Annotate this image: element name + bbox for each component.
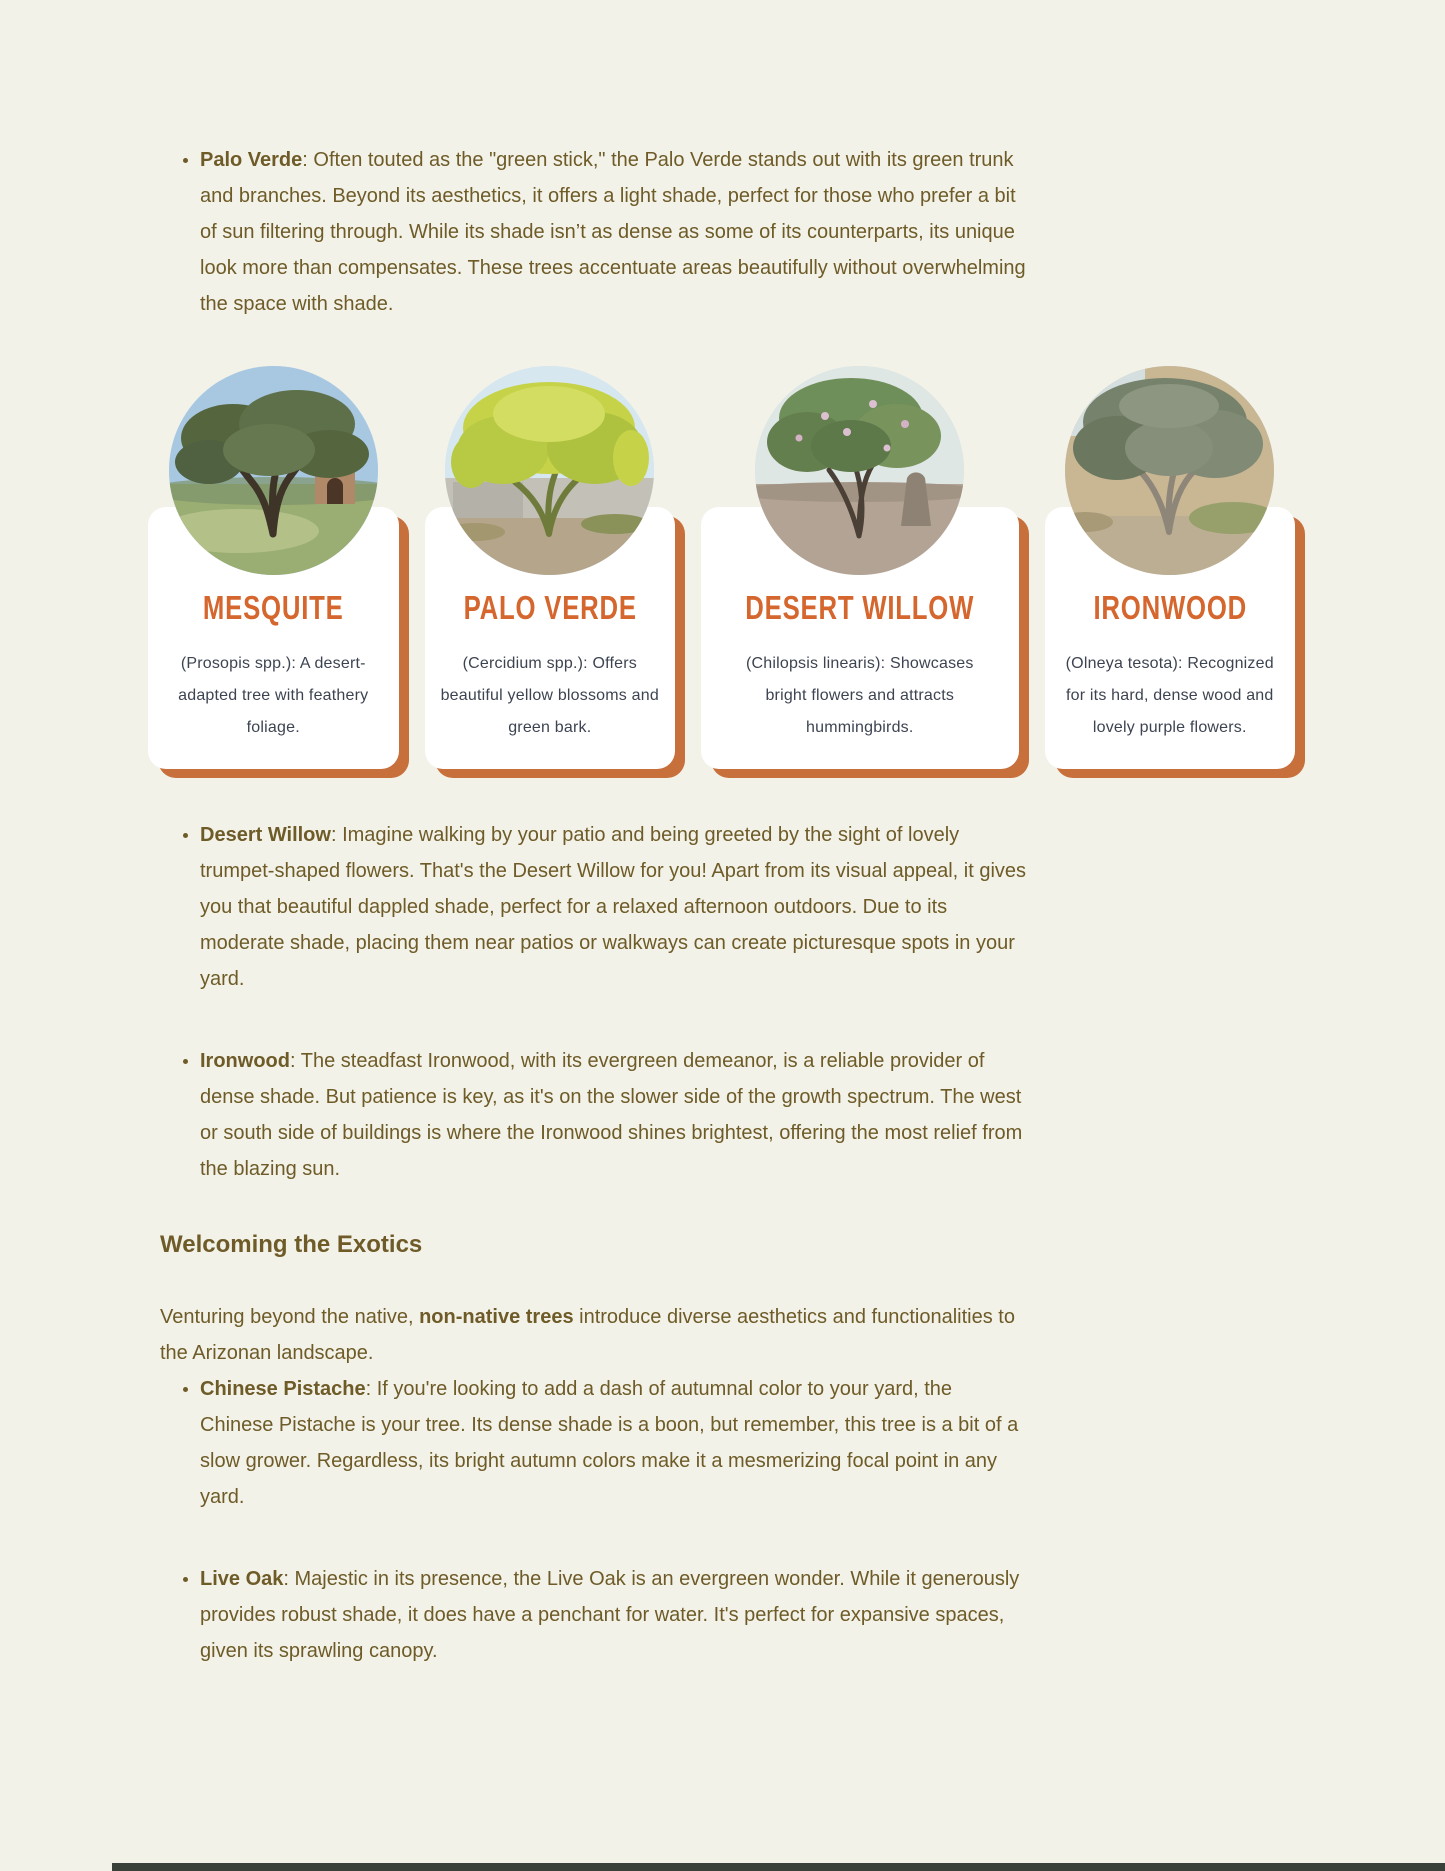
intro-pre: Venturing beyond the native, xyxy=(160,1306,420,1328)
exotic-bullet-list xyxy=(160,1371,1026,1669)
native-bullet-list xyxy=(160,817,1026,1187)
card-description-palo-verde: (Cercidium spp.): Offers beautiful yellow blossoms and green bark. xyxy=(440,655,659,736)
card-ironwood xyxy=(1045,366,1296,769)
card-desert-willow xyxy=(701,366,1018,769)
bullet-term: Desert Willow xyxy=(200,824,331,846)
card-description-ironwood: (Olneya tesota): Recognized for its hard, dense wood and lovely purple flowers. xyxy=(1065,655,1274,736)
card-description-desert-willow: (Chilopsis linearis): Showcases bright flowers and attracts hummingbirds. xyxy=(745,655,974,736)
intro-text-block xyxy=(160,142,1026,322)
card-description-mesquite: (Prosopis spp.): A desert-adapted tree with feathery foliage. xyxy=(178,655,369,736)
bottom-divider-bar xyxy=(112,1863,1445,1871)
bullet-term: Chinese Pistache xyxy=(200,1378,366,1400)
mesquite-tree-illustration xyxy=(169,366,378,575)
bullet-text: : Majestic in its presence, the Live Oak is an evergreen wonder. While it generously provides robust shade, it does have a penchant for water. It's perfect for expansive spaces, given its sprawling canopy. xyxy=(200,1568,1020,1662)
bullet-term: Live Oak xyxy=(200,1568,284,1590)
bullet-item-chinese-pistache xyxy=(200,1371,1026,1515)
ironwood-tree-illustration xyxy=(1065,366,1274,575)
bullet-item-desert-willow xyxy=(200,817,1026,997)
palo-verde-tree-illustration xyxy=(445,366,654,575)
card-palo-verde xyxy=(425,366,676,769)
mesquite-tree-photo xyxy=(169,366,378,575)
card-title-desert-willow: DESERT WILLOW xyxy=(745,589,975,626)
card-title-mesquite: MESQUITE xyxy=(202,589,344,626)
bullet-item-ironwood xyxy=(200,1043,1026,1187)
palo-verde-tree-photo xyxy=(445,366,654,575)
card-mesquite xyxy=(148,366,399,769)
tree-cards-row xyxy=(148,366,1295,769)
section-heading-exotics: Welcoming the Exotics xyxy=(160,1231,423,1258)
native-trees-text-block xyxy=(160,817,1026,1669)
intro-bullet-list xyxy=(160,142,1026,322)
card-title-palo-verde: PALO VERDE xyxy=(463,589,637,626)
desert-willow-tree-illustration xyxy=(755,366,964,575)
bullet-text: : Imagine walking by your patio and being greeted by the sight of lovely trumpet-shaped flowers. That's the Desert Willow for you! Apart from its visual appeal, it gives you that beautiful dappled shade, perfect for a relaxed afternoon outdoors. Due to its moderate shade, placing them near patios or walkways can create picturesque spots in your yard. xyxy=(200,824,1027,990)
ironwood-tree-photo xyxy=(1065,366,1274,575)
card-title-ironwood: IRONWOOD xyxy=(1092,589,1247,626)
bullet-term: Ironwood xyxy=(200,1050,290,1072)
intro-bold: non-native trees xyxy=(419,1306,574,1328)
bullet-term: Palo Verde xyxy=(200,149,303,171)
intro-post: introduce diverse aesthetics and functionalities to the Arizonan landscape. xyxy=(160,1306,1015,1364)
bullet-text: : If you're looking to add a dash of autumnal color to your yard, the Chinese Pistache is your tree. Its dense shade is a boon, but remember, this tree is a bit of a slow grower. Regardless, its bright autumn colors make it a mesmerizing focal point in any yard. xyxy=(200,1378,1019,1508)
bullet-item-palo-verde xyxy=(200,142,1026,322)
bullet-item-live-oak xyxy=(200,1561,1026,1669)
exotics-intro-paragraph xyxy=(160,1299,1026,1371)
bullet-text: : Often touted as the "green stick," the Palo Verde stands out with its green trunk and branches. Beyond its aesthetics, it offers a light shade, perfect for those who prefer a bit of sun filtering through. While its shade isn’t as dense as some of its counterparts, its unique look more than compensates. These trees accentuate areas beautifully without overwhelming the space with shade. xyxy=(200,149,1026,315)
desert-willow-tree-photo xyxy=(755,366,964,575)
bullet-text: : The steadfast Ironwood, with its evergreen demeanor, is a reliable provider of dense shade. But patience is key, as it's on the slower side of the growth spectrum. The west or south side of buildings is where the Ironwood shines brightest, offering the most relief from the blazing sun. xyxy=(200,1050,1023,1180)
